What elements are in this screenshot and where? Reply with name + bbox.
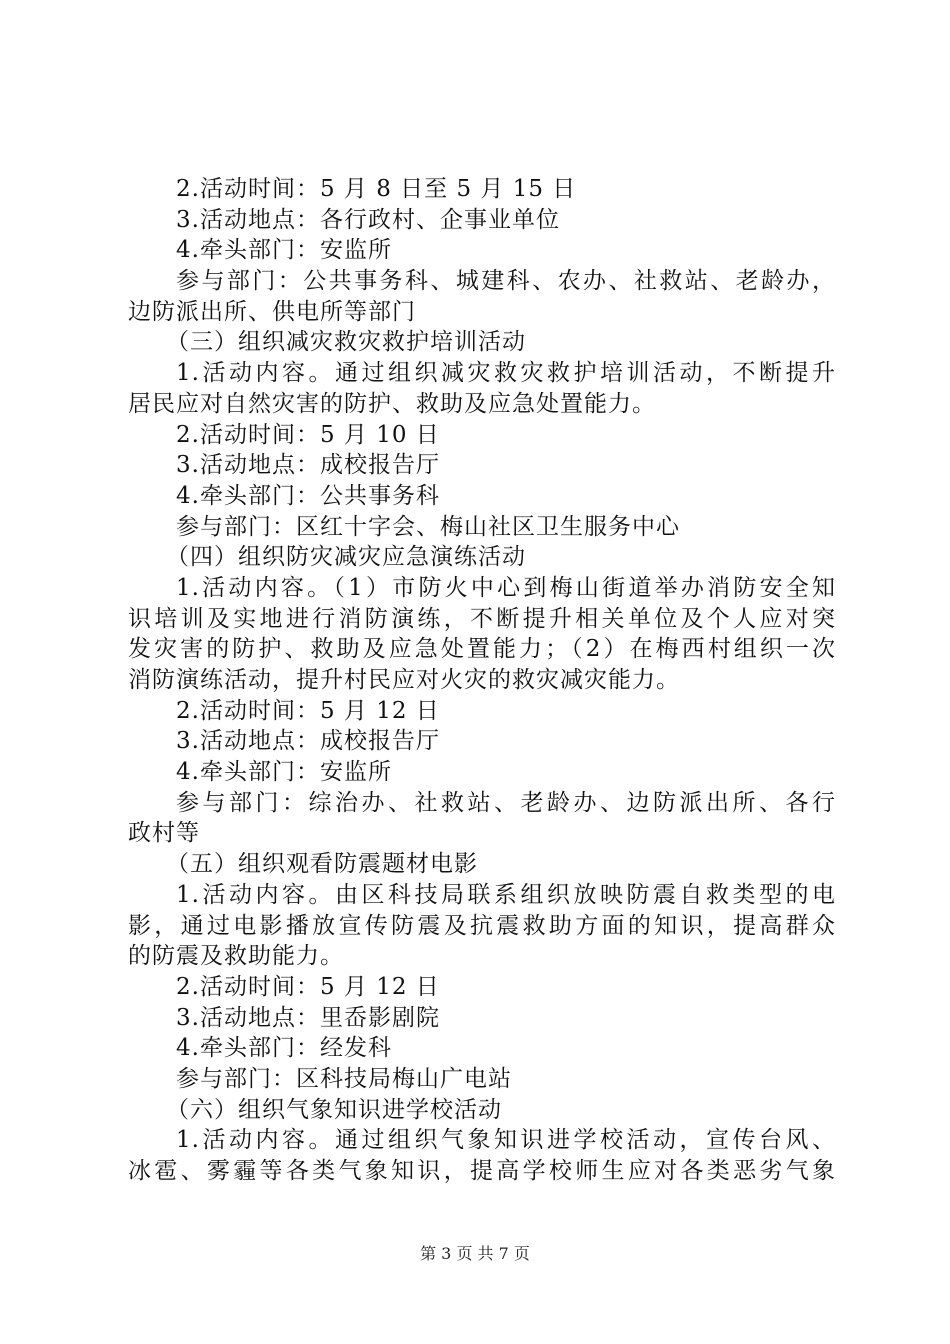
- text-line: 消防演练活动，提升村民应对火灾的救灾减灾能力。: [128, 667, 680, 693]
- section-heading: （五）组织观看防震题材电影: [166, 851, 478, 878]
- section-heading: （六）组织气象知识进学校活动: [166, 1096, 502, 1123]
- text-line: 政村等: [128, 820, 200, 847]
- text-line: 识培训及实地进行消防演练，不断提升相关单位及个人应对突: [128, 605, 836, 632]
- text-line: 3.活动地点：各行政村、企事业单位: [176, 206, 560, 233]
- text-line: 边防派出所、供电所等部门: [128, 298, 416, 325]
- text-line: 2.活动时间：5 月 12 日: [176, 973, 440, 1000]
- text-line: 参与部门：公共事务科、城建科、农办、社救站、老龄办，: [176, 268, 836, 295]
- page-footer: 第 3 页 共 7 页: [420, 1244, 530, 1263]
- text-line: 参与部门：区科技局梅山广电站: [176, 1065, 512, 1092]
- text-line: 3.活动地点：里岙影剧院: [176, 1004, 440, 1031]
- text-line: 冰雹、雾霾等各类气象知识，提高学校师生应对各类恶劣气象: [128, 1158, 836, 1184]
- text-line: 3.活动地点：成校报告厅: [176, 728, 440, 755]
- text-line: 2.活动时间：5 月 12 日: [176, 697, 440, 724]
- text-line: 4.牵头部门：安监所: [176, 759, 392, 786]
- text-line: 参与部门：综治办、社救站、老龄办、边防派出所、各行: [176, 789, 836, 816]
- text-line: 3.活动地点：成校报告厅: [176, 452, 440, 479]
- text-line: 4.牵头部门：安监所: [176, 237, 392, 264]
- document-body: [128, 174, 836, 1187]
- section-heading: （三）组织减灾救灾救护培训活动: [166, 329, 526, 356]
- text-line: 2.活动时间：5 月 10 日: [176, 421, 440, 448]
- text-line: 1.活动内容。通过组织减灾救灾救护培训活动，不断提升: [176, 360, 836, 387]
- text-line: 4.牵头部门：经发科: [176, 1035, 392, 1062]
- text-line: 4.牵头部门：公共事务科: [176, 482, 440, 509]
- text-line: 2.活动时间：5 月 8 日至 5 月 15 日: [176, 176, 577, 202]
- text-line: 发灾害的防护、救助及应急处置能力；（2）在梅西村组织一次: [128, 636, 836, 663]
- text-line: 的防震及救助能力。: [128, 943, 344, 970]
- text-line: 1.活动内容。（1）市防火中心到梅山街道举办消防安全知: [176, 574, 836, 601]
- text-line: 1.活动内容。由区科技局联系组织放映防震自救类型的电: [176, 881, 836, 908]
- section-heading: （四）组织防灾减灾应急演练活动: [166, 544, 526, 571]
- text-line: 参与部门：区红十字会、梅山社区卫生服务中心: [176, 513, 680, 540]
- text-line: 居民应对自然灾害的防护、救助及应急处置能力。: [128, 390, 656, 417]
- text-line: 影，通过电影播放宣传防震及抗震救助方面的知识，提高群众: [128, 912, 836, 939]
- text-line: 1.活动内容。通过组织气象知识进学校活动，宣传台风、: [176, 1127, 836, 1154]
